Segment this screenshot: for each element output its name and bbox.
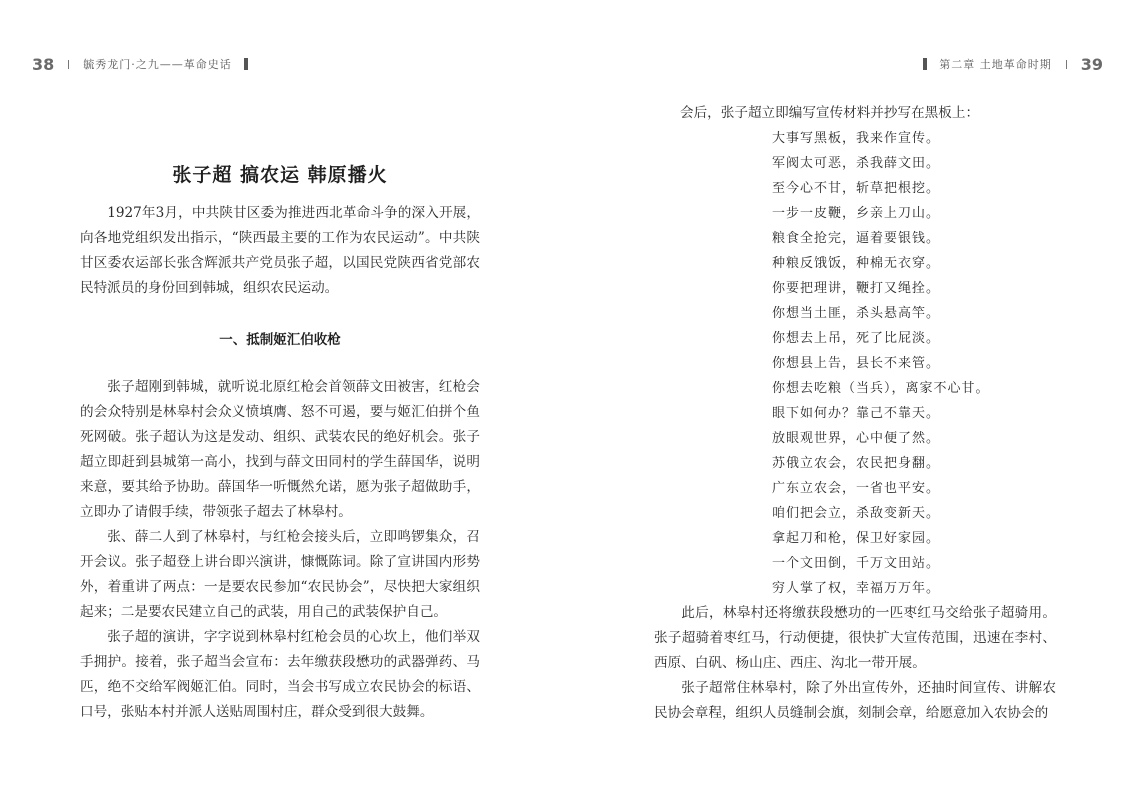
propaganda-verse: [772, 126, 990, 601]
body-paragraph: 此后，林皋村还将缴获段懋功的一匹枣红马交给张子超骑用。张子超骑着枣红马，行动便捷，很快扩大宣传范围，迅速在李村、西原、白矾、杨山庄、西庄、沟北一带开展。: [654, 605, 1056, 671]
left-running-header: [32, 52, 260, 76]
right-body-text: [654, 601, 1056, 726]
verse-line: 种粮反饿饭，种棉无衣穿。: [772, 256, 941, 271]
verse-line: 咱们把会立，杀敌变新天。: [772, 506, 941, 521]
verse-line: 你想去上吊，死了比屁淡。: [772, 331, 941, 346]
verse-line: 拿起刀和枪，保卫好家园。: [772, 531, 941, 546]
body-paragraph: 张子超的演讲，字字说到林皋村红枪会员的心坎上，他们举双手拥护。接着，张子超当会宣布：去年缴获段懋功的武器弹药、马匹，绝不交给军阀姬汇伯。同时，当会书写成立农民协会的标语、口号，张贴本村并派人送贴周围村庄，群众受到很大鼓舞。: [80, 629, 480, 720]
verse-line: 你想当土匪，杀头悬高竿。: [772, 306, 941, 321]
body-paragraph: 张、薛二人到了林皋村，与红枪会接头后，立即鸣锣集众，召开会议。张子超登上讲台即兴演讲，慷慨陈词。除了宣讲国内形势外，着重讲了两点：一是要农民参加“农民协会”，尽快把大家组织起来；二是要农民建立自己的武装，用自己的武装保护自己。: [80, 529, 480, 620]
left-body-text: [80, 375, 480, 725]
page-number-left: 38: [32, 54, 55, 74]
verse-line: 穷人掌了权，幸福万万年。: [772, 581, 941, 596]
verse-line: 大事写黑板，我来作宣传。: [772, 131, 941, 146]
verse-line: 苏俄立农会，农民把身翻。: [772, 456, 941, 471]
verse-line: 军阀太可恶，杀我薛文田。: [772, 156, 941, 171]
verse-line: 眼下如何办？靠己不靠天。: [772, 406, 941, 421]
verse-line: 一个文田倒，千万文田站。: [772, 556, 941, 571]
header-divider: [68, 60, 69, 69]
chapter-name: 第二章 土地革命时期: [939, 58, 1052, 71]
header-block-mark: [923, 58, 927, 70]
section-title: 一、抵制姬汇伯收枪: [219, 332, 341, 348]
verse-line: 至今心不甘，斩草把根挖。: [772, 181, 941, 196]
verse-line: 你想县上告，县长不来管。: [772, 356, 941, 371]
verse-line: 你想去吃粮（当兵），离家不心甘。: [772, 381, 990, 396]
verse-line: 一步一皮鞭，乡亲上刀山。: [772, 206, 941, 221]
right-running-header: [911, 52, 1103, 76]
lead-sentence: 会后，张子超立即编写宣传材料并抄写在黑板上：: [680, 105, 980, 121]
verse-line: 你要把理讲，鞭打又绳拴。: [772, 281, 941, 296]
header-divider: [1066, 60, 1067, 69]
book-title: 毓秀龙门·之九——革命史话: [83, 58, 232, 71]
body-paragraph: 张子超常住林皋村，除了外出宣传外，还抽时间宣传、讲解农民协会章程，组织人员缝制会旗，刻制会章，给愿意加入农协会的: [654, 680, 1056, 721]
intro-paragraph: 1927年3月，中共陕甘区委为推进西北革命斗争的深入开展，向各地党组织发出指示，“陕西最主要的工作为农民运动”。中共陕甘区委农运部长张含辉派共产党员张子超，以国民党陕西省党部农民特派员的身份回到韩城，组织农民运动。: [80, 205, 480, 296]
verse-line: 广东立农会，一省也平安。: [772, 481, 941, 496]
page-number-right: 39: [1080, 54, 1103, 74]
right-page: [566, 0, 1133, 799]
body-paragraph: 张子超刚到韩城，就听说北原红枪会首领薛文田被害，红枪会的会众特别是林皋村会众义愤填膺、怒不可遏，要与姬汇伯拼个鱼死网破。张子超认为这是发动、组织、武装农民的绝好机会。张子超立即赶到县城第一高小，找到与薛文田同村的学生薛国华，说明来意，要其给予协助。薛国华一听慨然允诺，愿为张子超做助手，立即办了请假手续，带领张子超去了林皋村。: [80, 379, 480, 520]
verse-line: 放眼观世界，心中便了然。: [772, 431, 941, 446]
chapter-title: 张子超 搞农运 韩原播火: [172, 164, 388, 186]
header-block-mark: [244, 58, 248, 70]
left-page: [0, 0, 566, 799]
verse-line: 粮食全抢完，逼着要银钱。: [772, 231, 941, 246]
